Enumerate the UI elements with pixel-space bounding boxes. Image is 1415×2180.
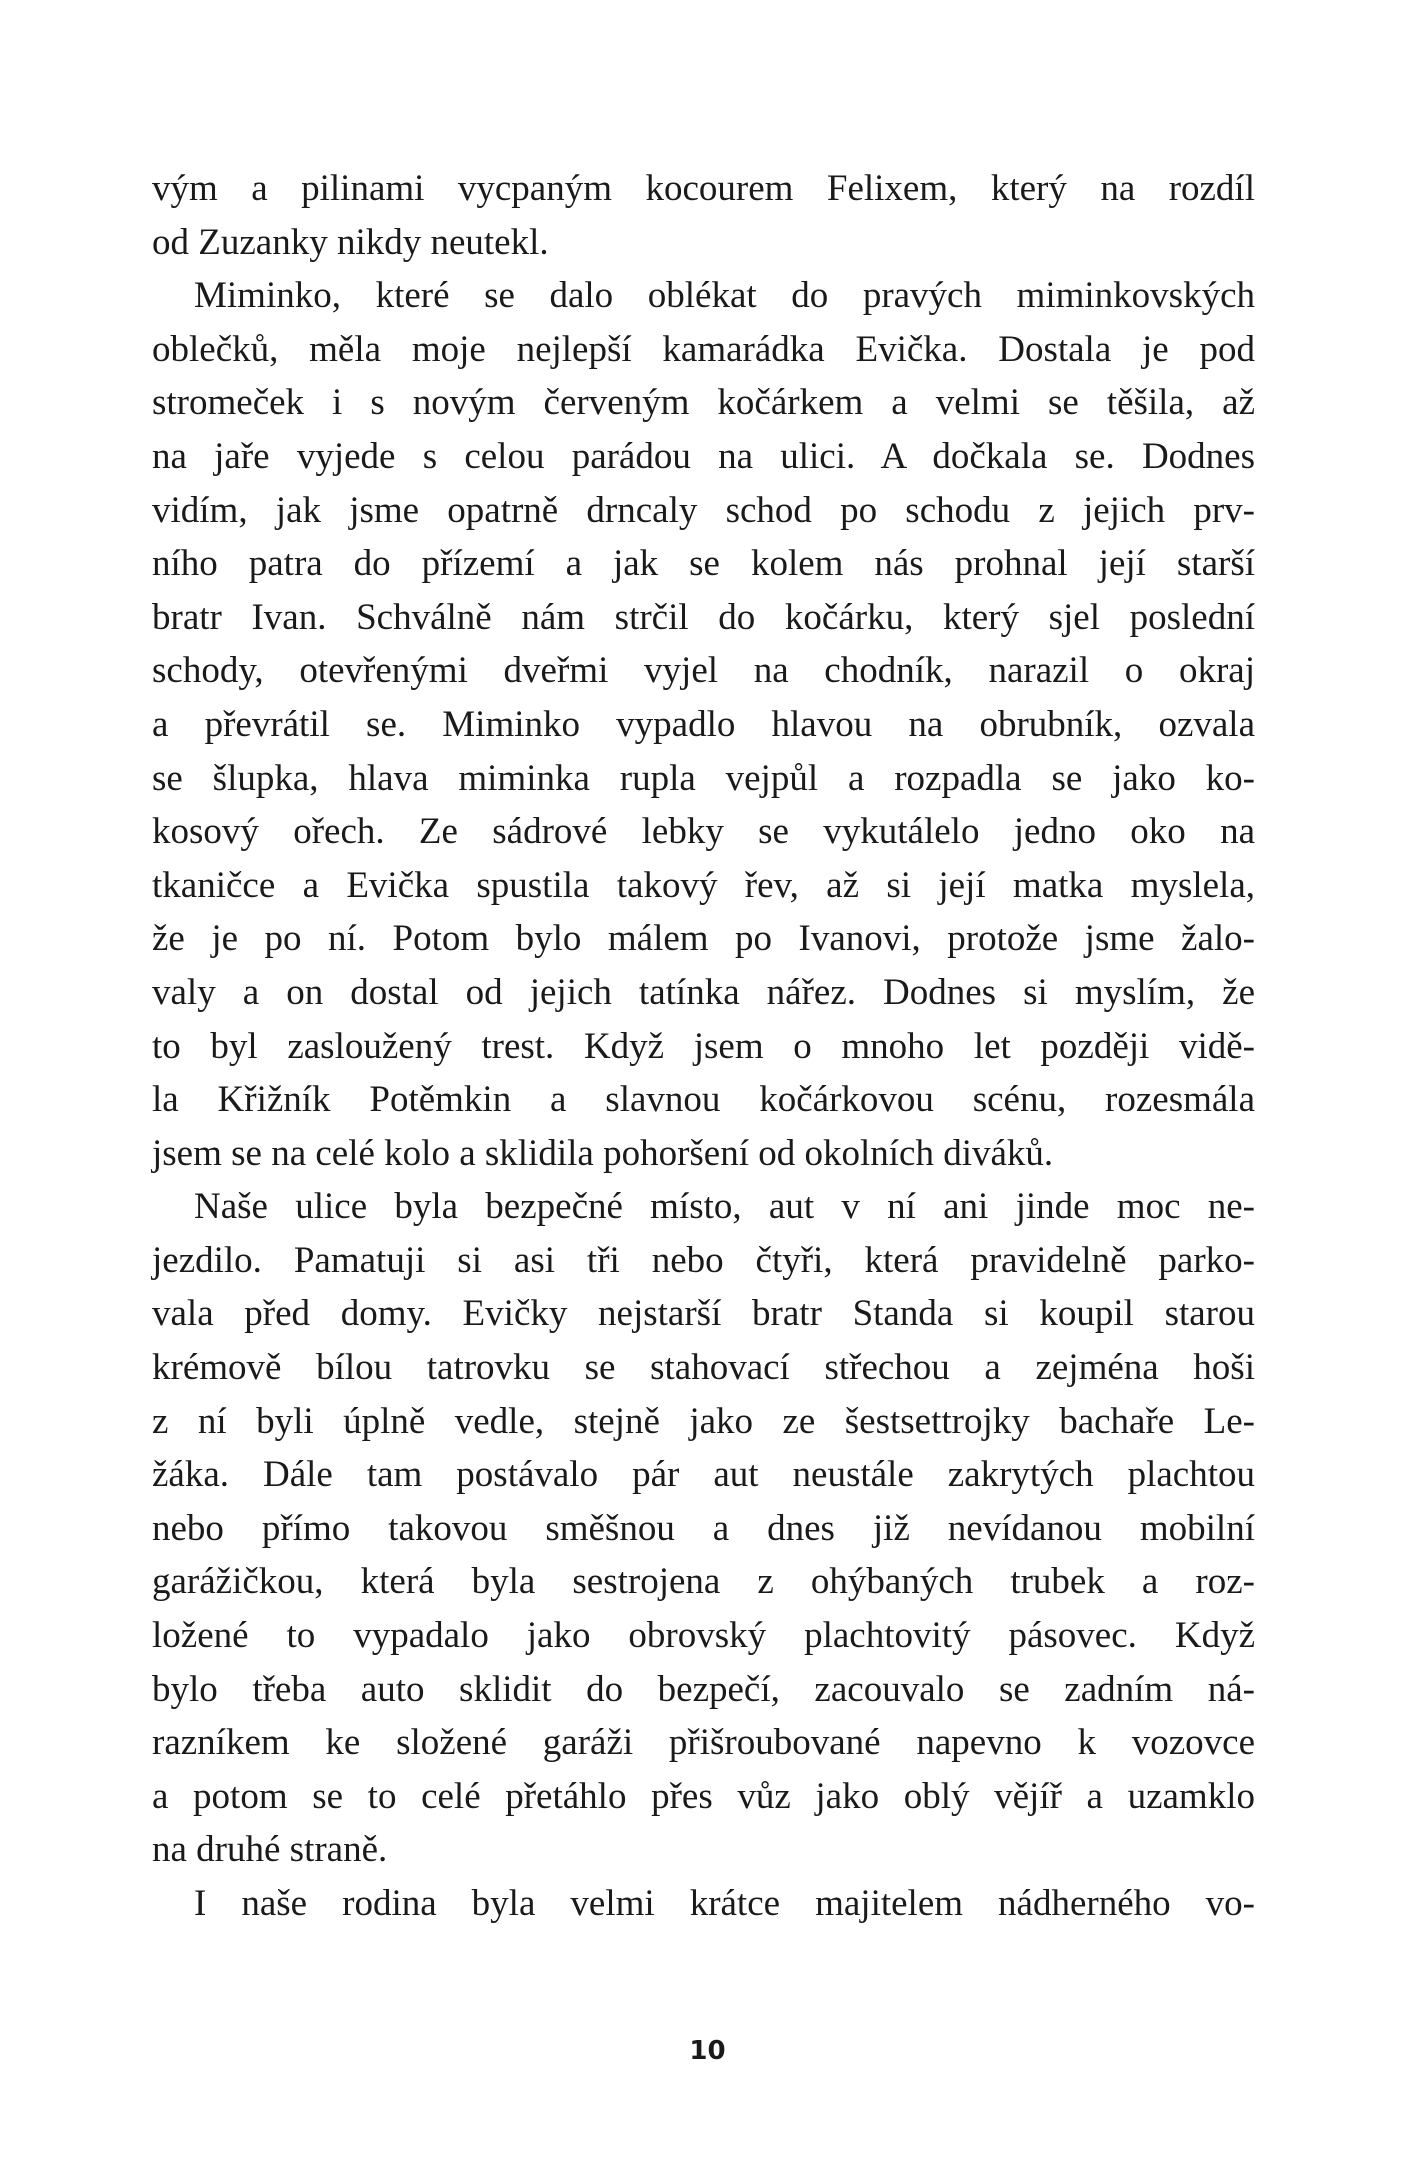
text-line: ložené to vypadalo jako obrovský plachtovitý pásovec. Když — [152, 1615, 1255, 1657]
text-line: I naše rodina byla velmi krátce majitelem nádherného vo- — [194, 1883, 1255, 1924]
text-line: stromeček i s novým červeným kočárkem a velmi se těšila, až — [152, 382, 1255, 424]
text-line: krémově bílou tatrovku se stahovací střechou a zejména hoši — [152, 1347, 1255, 1389]
text-line: vidím, jak jsme opatrně drncaly schod po schodu z jejich prv- — [152, 489, 1255, 531]
text-line: na druhé straně. — [152, 1829, 388, 1871]
text-line: valy a on dostal od jejich tatínka nářez. Dodnes si myslím, že — [152, 971, 1255, 1013]
text-line: nebo přímo takovou směšnou a dnes již nevídanou mobilní — [152, 1507, 1255, 1549]
text-line: kosový ořech. Ze sádrové lebky se vykutálelo jedno oko na — [152, 811, 1255, 853]
text-line: garážičkou, která byla sestrojena z ohýbaných trubek a roz- — [152, 1561, 1255, 1603]
text-line: razníkem ke složené garáži přišroubované napevno k vozovce — [152, 1722, 1255, 1764]
text-line: bratr Ivan. Schválně nám strčil do kočárku, který sjel poslední — [152, 596, 1255, 638]
text-line: to byl zasloužený trest. Když jsem o mnoho let později vidě- — [152, 1025, 1255, 1067]
text-line: Naše ulice byla bezpečné místo, aut v ní ani jinde moc ne- — [194, 1186, 1255, 1228]
text-line: la Křižník Potěmkin a slavnou kočárkovou scénu, rozesmála — [152, 1079, 1255, 1121]
text-line: a potom se to celé přetáhlo přes vůz jako oblý vějíř a uzamklo — [152, 1775, 1255, 1817]
text-line: že je po ní. Potom bylo málem po Ivanovi, protože jsme žalo- — [152, 918, 1255, 960]
text-line: z ní byli úplně vedle, stejně jako ze šestsettrojky bachaře Le- — [152, 1400, 1255, 1442]
text-line: se šlupka, hlava miminka rupla vejpůl a rozpadla se jako ko- — [152, 757, 1255, 799]
text-line: na jaře vyjede s celou parádou na ulici. A dočkala se. Dodnes — [152, 435, 1255, 477]
text-line: ního patra do přízemí a jak se kolem nás prohnal její starší — [152, 543, 1255, 585]
page-number: 10 — [689, 2036, 726, 2066]
text-line: bylo třeba auto sklidit do bezpečí, zacouvalo se zadním ná- — [152, 1668, 1255, 1710]
text-line: žáka. Dále tam postávalo pár aut neustále zakrytých plachtou — [152, 1454, 1255, 1496]
text-line: tkaničce a Evička spustila takový řev, až si její matka myslela, — [152, 864, 1255, 906]
text-line: od Zuzanky nikdy neutekl. — [152, 221, 549, 263]
text-line: Miminko, které se dalo oblékat do pravých miminkovských — [194, 275, 1255, 317]
text-line: vým a pilinami vycpaným kocourem Felixem, který na rozdíl — [152, 168, 1255, 209]
text-line: oblečků, měla moje nejlepší kamarádka Evička. Dostala je pod — [152, 328, 1255, 370]
text-line: a převrátil se. Miminko vypadlo hlavou na obrubník, ozvala — [152, 703, 1255, 745]
body-text — [152, 162, 1255, 1931]
text-line: vala před domy. Evičky nejstarší bratr Standa si koupil starou — [152, 1293, 1255, 1335]
text-line: jsem se na celé kolo a sklidila pohoršení od okolních diváků. — [152, 1132, 1054, 1174]
text-line: schody, otevřenými dveřmi vyjel na chodník, narazil o okraj — [152, 650, 1255, 692]
text-line: jezdilo. Pamatuji si asi tři nebo čtyři, která pravidelně parko- — [152, 1239, 1255, 1281]
